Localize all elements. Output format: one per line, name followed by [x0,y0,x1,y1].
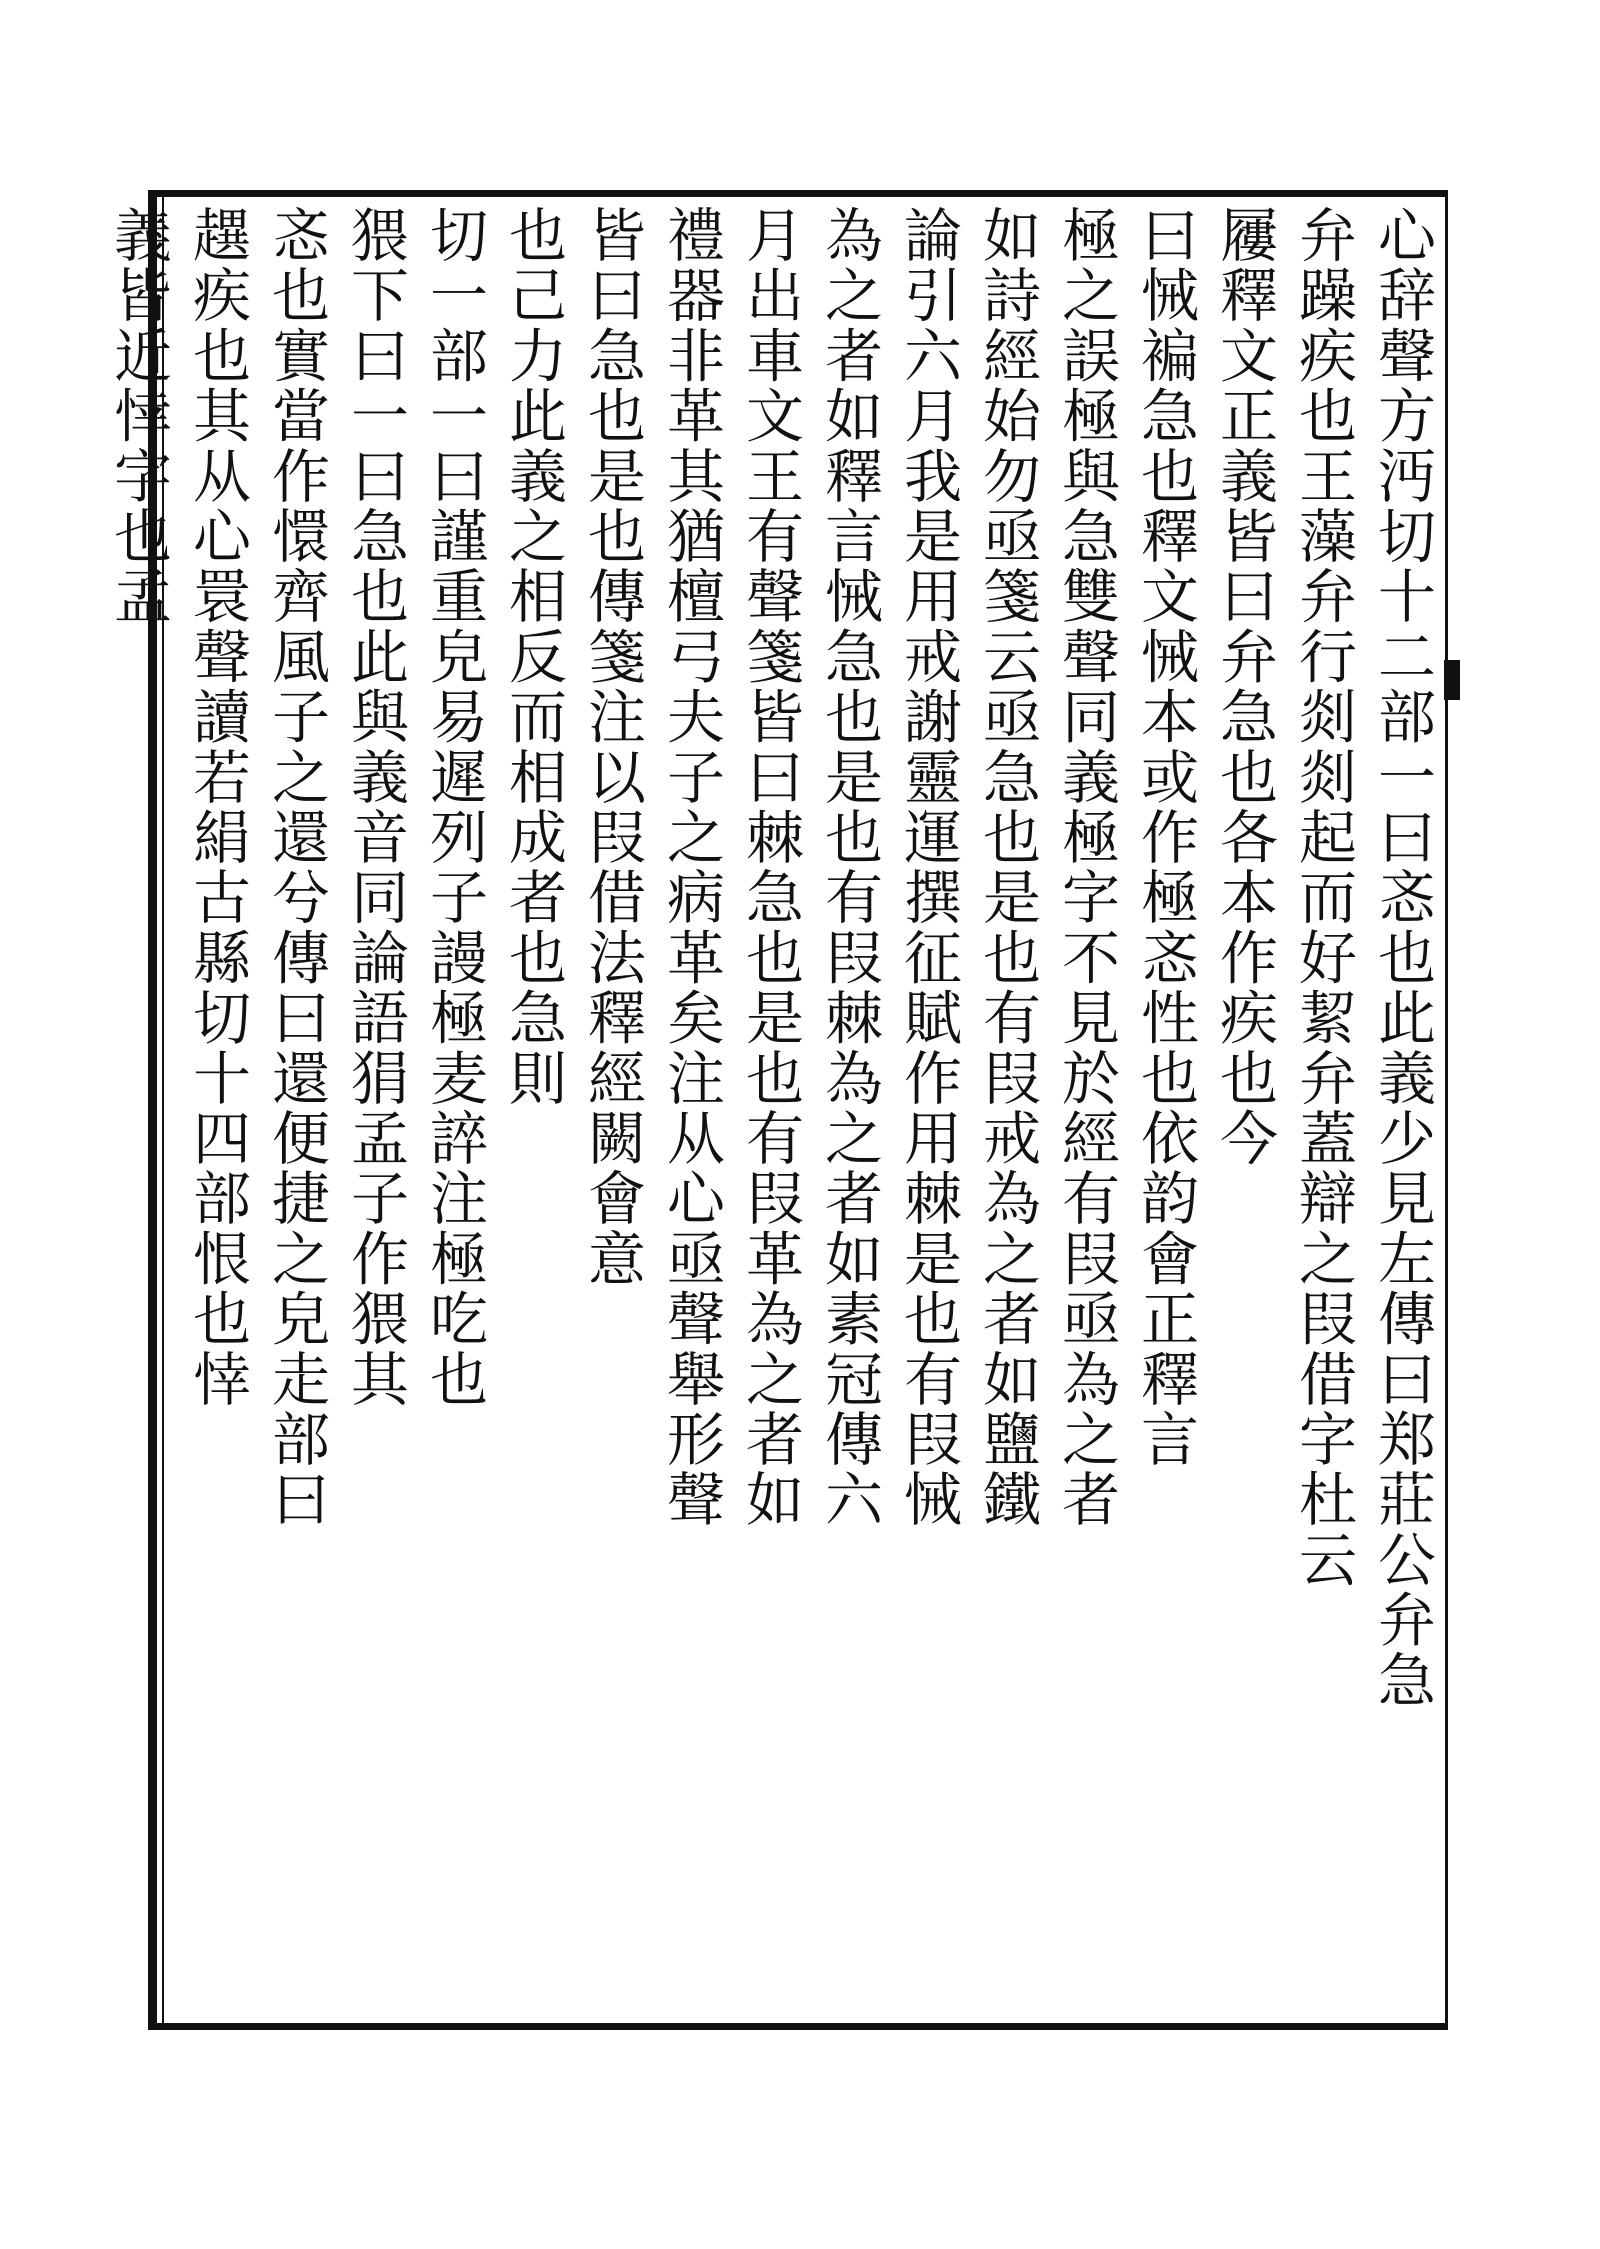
text-column: 月出車文王有聲箋皆曰棘急也是也有叚革為之者如 [736,205,804,1530]
vertical-text-block [99,205,1440,2015]
text-column: 忞也實當作懁齊風子之還兮傳曰還便捷之皃走部曰 [262,205,330,1530]
text-column: 極之誤極與急雙聲同義極字不見於經有叚亟為之者 [1052,205,1120,1530]
text-column: 如詩經始勿亟箋云亟急也是也有叚戒為之者如鹽鐵 [973,205,1041,1530]
text-column: 切一部一曰謹重皃易遲列子謾極麦誶注極吃也 [420,205,488,1409]
text-column: 趩疾也其从心睘聲讀若絹古縣切十四部恨也悻 [183,205,251,1409]
text-column: 為之者如釋言悈急也是也有叚棘為之者如素冠傳六 [815,205,883,1530]
text-column: 屨釋文正義皆曰弁急也各本作疾也今 [1210,205,1278,1169]
text-column: 猥下曰一曰急也此與義音同論語狷孟子作猥其 [341,205,409,1409]
text-column: 曰悈褊急也釋文悈本或作極忞性也依韵會正釋言 [1131,205,1199,1470]
text-column: 弁躁疾也王藻弁行剡剡起而好絜弁蓋辯之叚借字杜云 [1289,205,1357,1590]
text-column: 論引六月我是用戒謝靈運撰征賦作用棘是也有叚悈 [894,205,962,1530]
text-column: 也己力此義之相反而相成者也急則 [499,205,567,1108]
text-column: 禮器非革其猶檀弓夫子之病革矣注从心亟聲舉形聲 [657,205,725,1530]
text-column: 皆曰急也是也傳箋注以叚借法釋經闕會意 [578,205,646,1289]
margin-mark [1444,660,1460,700]
text-column: 義皆近悻字也孟 [104,205,172,627]
text-column: 心辞聲方沔切十二部一曰忞也此義少見左傳曰郑莊公弁急 [1368,205,1436,1710]
